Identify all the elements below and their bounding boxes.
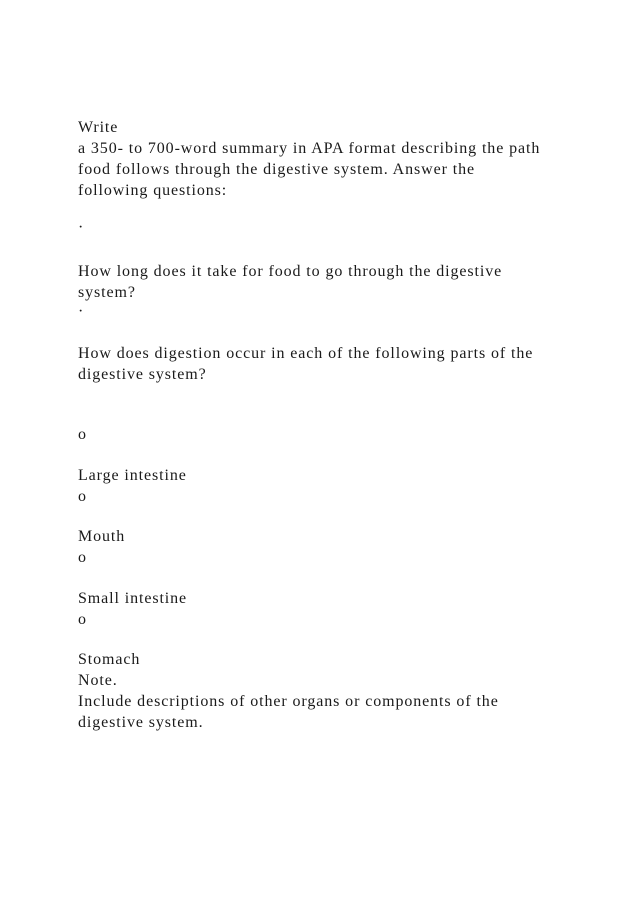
text-line: Write xyxy=(78,119,119,136)
text-line: a 350- to 700-word summary in APA format describing the path xyxy=(78,140,541,157)
list-item-mouth: Mouth xyxy=(78,528,126,545)
list-item-stomach: Stomach xyxy=(78,651,141,668)
note-text: Include descriptions of other organs or components of the xyxy=(78,693,499,710)
question-line: system? xyxy=(78,284,136,301)
bullet-dot: · xyxy=(78,219,85,236)
question-line: digestive system? xyxy=(78,366,207,383)
sub-bullet-marker: o xyxy=(78,488,87,505)
bullet-dot: · xyxy=(78,303,85,320)
text-line: following questions: xyxy=(78,182,228,199)
question-line: How long does it take for food to go through the digestive xyxy=(78,263,503,280)
sub-bullet-marker: o xyxy=(78,426,87,443)
sub-bullet-marker: o xyxy=(78,611,87,628)
sub-bullet-marker: o xyxy=(78,549,87,566)
list-item-small-intestine: Small intestine xyxy=(78,590,188,607)
text-line: food follows through the digestive system. Answer the xyxy=(78,161,475,178)
list-item-large-intestine: Large intestine xyxy=(78,467,187,484)
question-line: How does digestion occur in each of the following parts of the xyxy=(78,345,534,362)
note-label: Note. xyxy=(78,672,118,689)
note-text: digestive system. xyxy=(78,714,204,731)
